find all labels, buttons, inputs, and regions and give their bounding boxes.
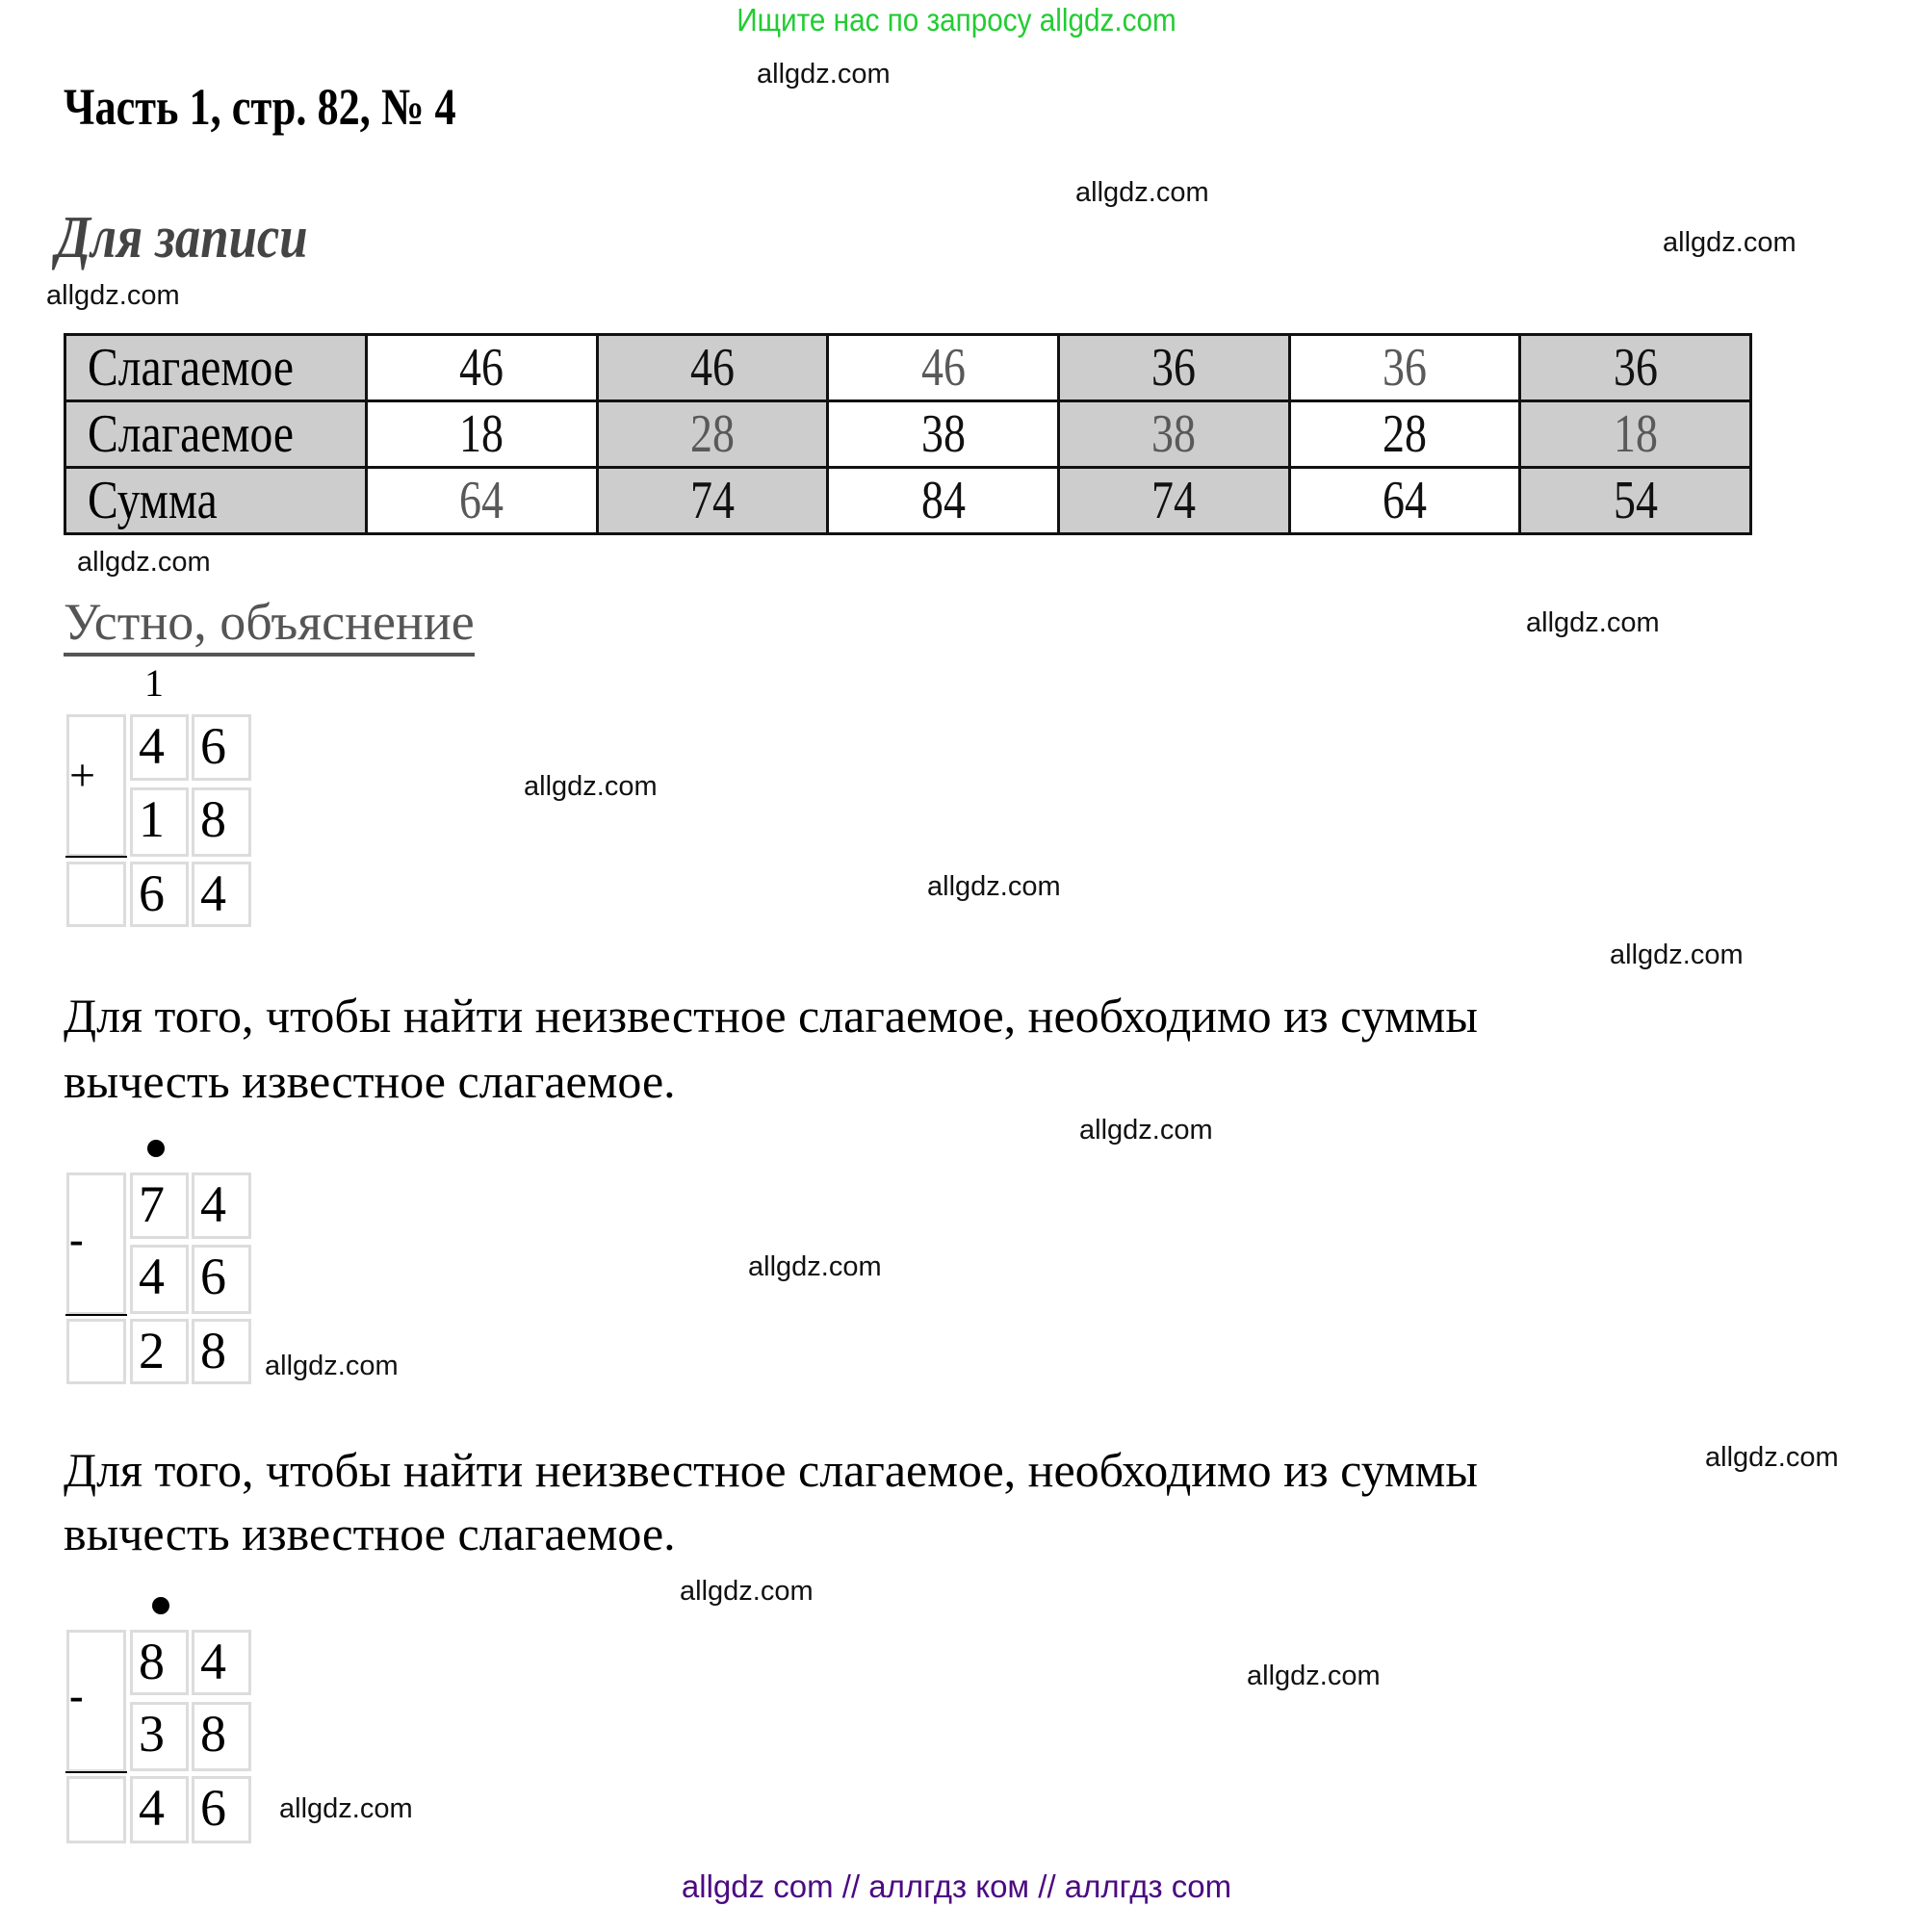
watermark: allgdz.com <box>927 871 1061 902</box>
watermark: allgdz.com <box>1247 1661 1381 1691</box>
table-cell: 36 <box>1058 335 1289 401</box>
table-cell: 54 <box>1520 468 1751 534</box>
minus-sign: - <box>69 1216 84 1263</box>
table-cell: 64 <box>1289 468 1520 534</box>
watermark: allgdz.com <box>1526 607 1660 638</box>
borrow-dot-icon <box>147 1140 165 1157</box>
watermark: allgdz.com <box>77 547 211 578</box>
explanation-line: вычесть известное слагаемое. <box>64 1507 676 1560</box>
digit-cell: 6 <box>130 862 189 927</box>
table-cell: 36 <box>1520 335 1751 401</box>
digit-cell: 3 <box>130 1702 189 1771</box>
watermark: allgdz.com <box>680 1576 814 1607</box>
table-cell: 38 <box>828 401 1059 468</box>
digit-cell: 4 <box>192 1172 251 1239</box>
digit-cell: 6 <box>192 1245 251 1314</box>
table-row <box>65 335 1751 401</box>
table-cell: 74 <box>1058 468 1289 534</box>
difference-line <box>65 1771 127 1773</box>
watermark: allgdz.com <box>279 1793 413 1824</box>
digit-cell: 4 <box>130 714 189 781</box>
digit-cell: 2 <box>130 1319 189 1384</box>
watermark: allgdz.com <box>524 771 658 802</box>
digit-cell: 4 <box>130 1776 189 1843</box>
page-title: Часть 1, стр. 82, № 4 <box>64 78 456 136</box>
digit-cell: 6 <box>192 714 251 781</box>
footer-links: allgdz com // аллгдз ком // аллгдз com <box>681 1868 1232 1904</box>
watermark: allgdz.com <box>1705 1442 1839 1473</box>
table-cell: 18 <box>367 401 598 468</box>
row-label: Сумма <box>65 468 367 534</box>
empty-cell <box>66 862 126 927</box>
explanation-line: Для того, чтобы найти неизвестное слагаемое, необходимо из суммы <box>64 989 1478 1043</box>
digit-cell: 8 <box>192 1702 251 1771</box>
plus-sign: + <box>69 750 96 801</box>
table-row <box>65 468 1751 534</box>
watermark: allgdz.com <box>757 59 891 90</box>
digit-cell: 8 <box>192 787 251 857</box>
sum-line <box>65 856 127 858</box>
digit-cell: 1 <box>130 787 189 857</box>
table-cell: 28 <box>597 401 828 468</box>
empty-cell <box>66 1319 126 1384</box>
table-cell: 46 <box>828 335 1059 401</box>
minus-sign: - <box>69 1672 84 1719</box>
table-cell: 28 <box>1289 401 1520 468</box>
borrow-dot-icon <box>152 1597 169 1614</box>
digit-cell: 6 <box>192 1776 251 1843</box>
explanation-line: вычесть известное слагаемое. <box>64 1054 676 1108</box>
table-cell: 74 <box>597 468 828 534</box>
digit-cell: 8 <box>192 1319 251 1384</box>
watermark: allgdz.com <box>1663 227 1797 258</box>
table-row <box>65 401 1751 468</box>
explanation-line: Для того, чтобы найти неизвестное слагаемое, необходимо из суммы <box>64 1443 1478 1497</box>
search-banner: Ищите нас по запросу allgdz.com <box>737 2 1176 38</box>
table-cell: 84 <box>828 468 1059 534</box>
table-cell: 38 <box>1058 401 1289 468</box>
section-heading-record: Для записи <box>56 205 308 270</box>
carry-digit: 1 <box>144 661 164 705</box>
watermark: allgdz.com <box>1610 940 1744 970</box>
row-label: Слагаемое <box>65 335 367 401</box>
row-label: Слагаемое <box>65 401 367 468</box>
watermark: allgdz.com <box>1079 1115 1213 1146</box>
table-cell: 46 <box>367 335 598 401</box>
digit-cell: 8 <box>130 1630 189 1695</box>
digit-cell: 4 <box>192 1630 251 1695</box>
addends-sum-table <box>64 333 1752 535</box>
section-heading-oral: Устно, объяснение <box>64 593 475 657</box>
difference-line <box>65 1314 127 1316</box>
watermark: allgdz.com <box>46 280 180 311</box>
watermark: allgdz.com <box>265 1351 399 1381</box>
digit-cell: 4 <box>192 862 251 927</box>
watermark: allgdz.com <box>748 1251 882 1282</box>
watermark: allgdz.com <box>1075 177 1209 208</box>
table-cell: 46 <box>597 335 828 401</box>
empty-cell <box>66 1776 126 1843</box>
digit-cell: 7 <box>130 1172 189 1239</box>
digit-cell: 4 <box>130 1245 189 1314</box>
table-cell: 36 <box>1289 335 1520 401</box>
table-cell: 18 <box>1520 401 1751 468</box>
table-cell: 64 <box>367 468 598 534</box>
